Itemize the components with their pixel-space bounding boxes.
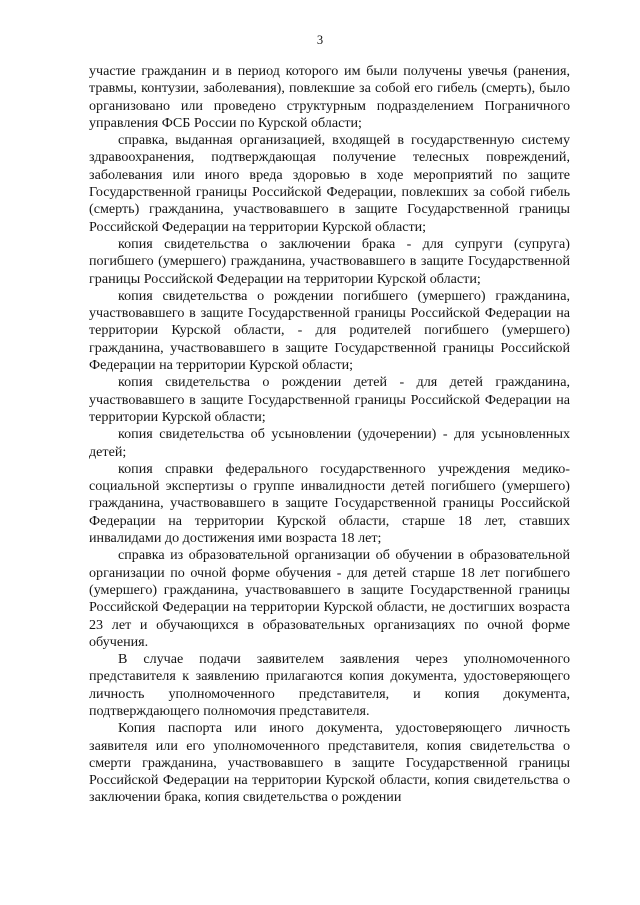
paragraph-5: копия свидетельства о рождении детей - для детей гражданина, участвовавшего в защите Государственной границы Российской Федерации на территории Курской области; (89, 374, 570, 425)
document-body (89, 63, 570, 807)
paragraph-9: В случае подачи заявителем заявления через уполномоченного представителя к заявлению прилагаются копия документа, удостоверяющего личность уполномоченного представителя, и копия документа, подтверждающего полномочия представителя. (89, 651, 570, 719)
paragraph-7: копия справки федерального государственного учреждения медико-социальной экспертизы о группе инвалидности детей погибшего (умершего) гражданина, участвовавшего в защите Государственной границы Российской Федерации на территории Курской области, старше 18 лет, ставших инвалидами до достижения ими возраста 18 лет; (89, 460, 570, 547)
paragraph-1: участие гражданин и в период которого им были получены увечья (ранения, травмы, контузии, заболевания), повлекшие за собой его гибель (смерть), было организовано или проведено структурным подразделением Пограничного управления ФСБ России по Курской области; (89, 63, 570, 131)
paragraph-4: копия свидетельства о рождении погибшего (умершего) гражданина, участвовавшего в защите Государственной границы Российской Федерации на территории Курской области, - для родителей погибшего (умершего) гражданина, участвовавшего в защите Государственной границы Российской Федерации на территории Курской области; (89, 287, 570, 374)
paragraph-8: справка из образовательной организации об обучении в образовательной организации по очной форме обучения - для детей старше 18 лет погибшего (умершего) гражданина, участвовавшего в защите Государственной границы Российской Федерации на территории Курской области, не достигших возраста 23 лет и обучающихся в образовательных организациях по очной форме обучения. (89, 547, 570, 650)
paragraph-2: справка, выданная организацией, входящей в государственную систему здравоохранения, подтверждающая получение телесных повреждений, заболевания или иного вреда здоровью в ходе мероприятий по защите Государственной границы Российской Федерации, повлекших за собой гибель (смерть) гражданина, участвовавшего в защите Государственной границы Российской Федерации на территории Курской области; (89, 132, 570, 235)
paragraph-10: Копия паспорта или иного документа, удостоверяющего личность заявителя или его уполномоченного представителя, копия свидетельства о смерти гражданина, участвовавшего в защите Государственной границы Российской Федерации на территории Курской области, копия свидетельства о заключении брака, копия свидетельства о рождении (89, 720, 570, 806)
page-number: 3 (316, 33, 324, 47)
paragraph-3: копия свидетельства о заключении брака - для супруги (супруга) погибшего (умершего) гражданина, участвовавшего в защите Государственной границы Российской Федерации на территории Курской области; (89, 235, 570, 287)
paragraph-6: копия свидетельства об усыновлении (удочерении) - для усыновленных детей; (89, 426, 570, 460)
